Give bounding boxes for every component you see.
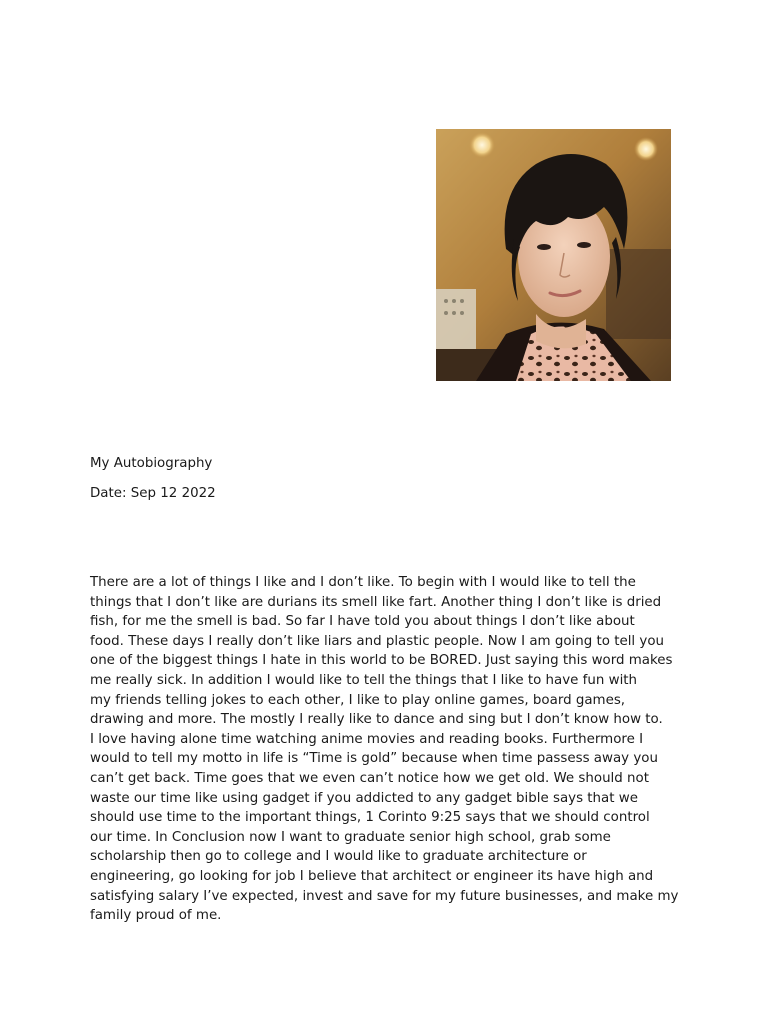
body-line: fish, for me the smell is bad. So far I have told you about things I don’t like about [90, 614, 635, 630]
body-line: my friends telling jokes to each other, I like to play online games, board games, [90, 692, 626, 708]
body-line: drawing and more. The mostly I really like to dance and sing but I don’t know how to. [90, 712, 663, 728]
body-paragraph [90, 573, 690, 926]
body-line: There are a lot of things I like and I don’t like. To begin with I would like to tell the [90, 575, 636, 590]
body-line: food. These days I really don’t like liars and plastic people. Now I am going to tell you [90, 633, 664, 649]
body-line: our time. In Conclusion now I want to graduate senior high school, grab some [90, 829, 611, 845]
body-line: can’t get back. Time goes that we even can’t notice how we get old. We should not [90, 770, 649, 786]
document-title: My Autobiography [90, 456, 213, 471]
body-line: would to tell my motto in life is “Time is gold” because when time passess away you [90, 751, 658, 767]
body-line: should use time to the important things, 1 Corinto 9:25 says that we should control [90, 810, 650, 826]
body-line: one of the biggest things I hate in this world to be BORED. Just saying this word makes [90, 653, 673, 669]
body-line: I love having alone time watching anime movies and reading books. Furthermore I [90, 731, 644, 747]
body-line: waste our time like using gadget if you addicted to any gadget bible says that we [90, 790, 638, 806]
body-line: engineering, go looking for job I believe that architect or engineer its have high and [90, 868, 654, 884]
document-date: Date: Sep 12 2022 [90, 486, 216, 501]
body-line: me really sick. In addition I would like to tell the things that I like to have fun with [90, 672, 638, 688]
body-line: things that I don’t like are durians its smell like fart. Another thing I don’t like is dried [90, 594, 662, 610]
portrait-photo [436, 129, 671, 381]
body-line: satisfying salary I’ve expected, invest and save for my future businesses, and make my [90, 888, 679, 904]
body-line: family proud of me. [90, 908, 222, 924]
body-line: scholarship then go to college and I would like to graduate architecture or [90, 849, 587, 865]
